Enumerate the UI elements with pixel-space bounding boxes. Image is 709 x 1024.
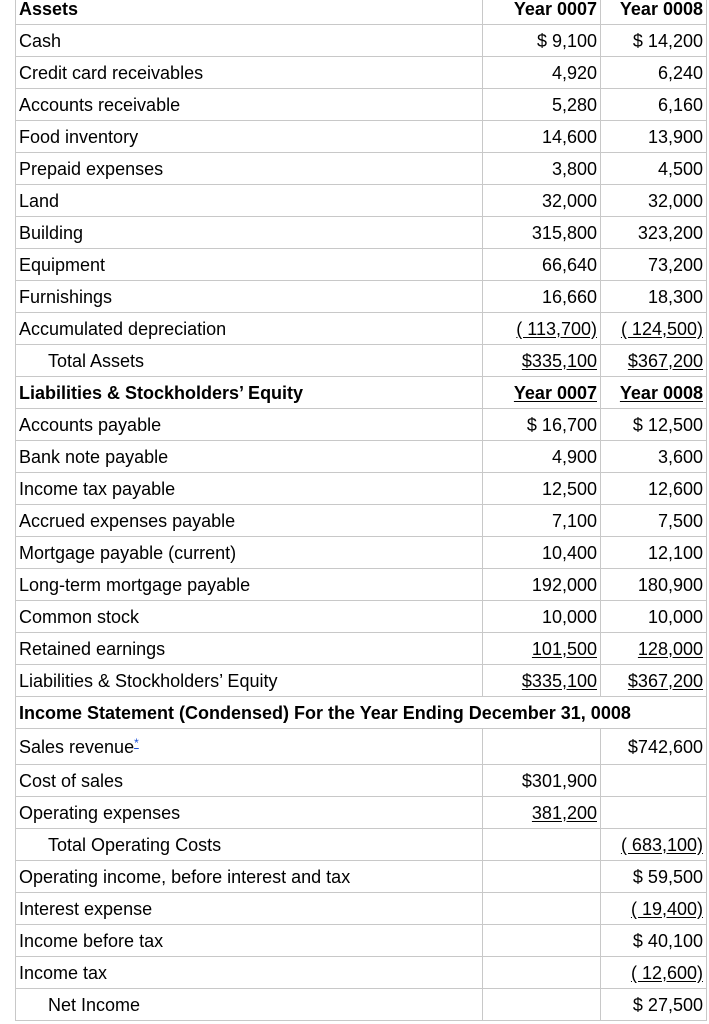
row-label: Building [16,217,483,249]
table-row [16,409,707,441]
operating-income-amount: $ 59,500 [601,861,707,893]
year2-value: $ 12,500 [601,409,707,441]
table-row [16,57,707,89]
year1-value: ( 113,700) [516,318,597,339]
year1-value: $ 16,700 [483,409,601,441]
year2-value: 73,200 [601,249,707,281]
year1-value: 14,600 [483,121,601,153]
empty-cell [483,893,601,925]
table-row [16,249,707,281]
net-income-label: Net Income [16,989,483,1021]
operating-income-row [16,861,707,893]
year2-heading: Year 0008 [619,382,703,403]
operating-expenses-amount: 381,200 [531,802,597,823]
empty-cell [483,989,601,1021]
table-row [16,25,707,57]
year2-heading: Year 0008 [601,0,707,25]
year2-value: 18,300 [601,281,707,313]
year1-value: 32,000 [483,185,601,217]
year1-value: 12,500 [483,473,601,505]
row-label: Bank note payable [16,441,483,473]
interest-expense-row [16,893,707,925]
empty-cell [601,797,707,829]
income-tax-label: Income tax [16,957,483,989]
year1-value: 7,100 [483,505,601,537]
income-before-tax-amount: $ 40,100 [601,925,707,957]
income-tax-amount: ( 12,600) [630,962,703,983]
table-row [16,121,707,153]
total-liabilities-year1: $335,100 [521,670,597,691]
liabilities-header-row [16,377,707,409]
year2-value: 12,100 [601,537,707,569]
table-row [16,313,707,345]
cost-of-sales-amount: $301,900 [483,765,601,797]
total-liabilities-row [16,665,707,697]
row-label: Cash [16,25,483,57]
year2-value: ( 124,500) [620,318,703,339]
row-label: Common stock [16,601,483,633]
income-statement-title-row [16,697,707,729]
year2-value: 6,240 [601,57,707,89]
sales-revenue-label: Sales revenue [19,736,135,757]
table-row [16,185,707,217]
year2-value: 32,000 [601,185,707,217]
empty-cell [483,829,601,861]
year1-value: 10,000 [483,601,601,633]
table-row [16,473,707,505]
year1-value: 5,280 [483,89,601,121]
row-label: Credit card receivables [16,57,483,89]
liabilities-heading: Liabilities & Stockholders’ Equity [16,377,483,409]
year2-value: 4,500 [601,153,707,185]
year1-value: 315,800 [483,217,601,249]
total-assets-year1: $335,100 [521,350,597,371]
year1-heading: Year 0007 [483,0,601,25]
row-label: Furnishings [16,281,483,313]
year1-value: 4,920 [483,57,601,89]
total-operating-costs-row [16,829,707,861]
table-row [16,537,707,569]
income-before-tax-row [16,925,707,957]
income-tax-row [16,957,707,989]
income-before-tax-label: Income before tax [16,925,483,957]
row-label: Income tax payable [16,473,483,505]
year2-value: 12,600 [601,473,707,505]
operating-expenses-row [16,797,707,829]
row-label: Retained earnings [16,633,483,665]
footnote-marker[interactable]: * [134,735,139,750]
table-row [16,153,707,185]
year1-value: 3,800 [483,153,601,185]
row-label: Accounts receivable [16,89,483,121]
table-row [16,633,707,665]
year1-value: 192,000 [483,569,601,601]
year2-value: 13,900 [601,121,707,153]
total-assets-label: Total Assets [16,345,483,377]
assets-header-row [16,0,707,25]
row-label: Prepaid expenses [16,153,483,185]
cost-of-sales-row [16,765,707,797]
total-liabilities-label: Liabilities & Stockholders’ Equity [16,665,483,697]
empty-cell [601,765,707,797]
year1-value: 66,640 [483,249,601,281]
row-label: Food inventory [16,121,483,153]
total-operating-costs-label: Total Operating Costs [16,829,483,861]
row-label: Mortgage payable (current) [16,537,483,569]
table-row [16,89,707,121]
operating-expenses-label: Operating expenses [16,797,483,829]
row-label: Accounts payable [16,409,483,441]
interest-expense-amount: ( 19,400) [630,898,703,919]
row-label: Long-term mortgage payable [16,569,483,601]
year2-value: $ 14,200 [601,25,707,57]
year1-value: 10,400 [483,537,601,569]
row-label: Accrued expenses payable [16,505,483,537]
year2-value: 10,000 [601,601,707,633]
operating-income-label: Operating income, before interest and tax [16,861,483,893]
row-label: Equipment [16,249,483,281]
empty-cell [483,729,601,765]
table-row [16,441,707,473]
year1-value: 101,500 [531,638,597,659]
year2-value: 3,600 [601,441,707,473]
year2-value: 323,200 [601,217,707,249]
table-row [16,569,707,601]
assets-heading: Assets [16,0,483,25]
year1-value: $ 9,100 [483,25,601,57]
net-income-amount: $ 27,500 [601,989,707,1021]
empty-cell [483,957,601,989]
table-row [16,281,707,313]
total-liabilities-year2: $367,200 [627,670,703,691]
table-row [16,217,707,249]
year2-value: 6,160 [601,89,707,121]
total-assets-year2: $367,200 [627,350,703,371]
financial-statements-table [15,0,707,1021]
sales-revenue-amount: $742,600 [601,729,707,765]
year2-value: 128,000 [637,638,703,659]
net-income-row [16,989,707,1021]
row-label: Accumulated depreciation [16,313,483,345]
cost-of-sales-label: Cost of sales [16,765,483,797]
table-row [16,601,707,633]
total-assets-row [16,345,707,377]
year1-heading: Year 0007 [513,382,597,403]
income-statement-title: Income Statement (Condensed) For the Year Ending December 31, 0008 [16,697,707,729]
empty-cell [483,861,601,893]
year1-value: 16,660 [483,281,601,313]
row-label: Land [16,185,483,217]
interest-expense-label: Interest expense [16,893,483,925]
table-row [16,505,707,537]
total-operating-costs-amount: ( 683,100) [620,834,703,855]
year2-value: 180,900 [601,569,707,601]
year2-value: 7,500 [601,505,707,537]
year1-value: 4,900 [483,441,601,473]
sales-revenue-row [16,729,707,765]
empty-cell [483,925,601,957]
